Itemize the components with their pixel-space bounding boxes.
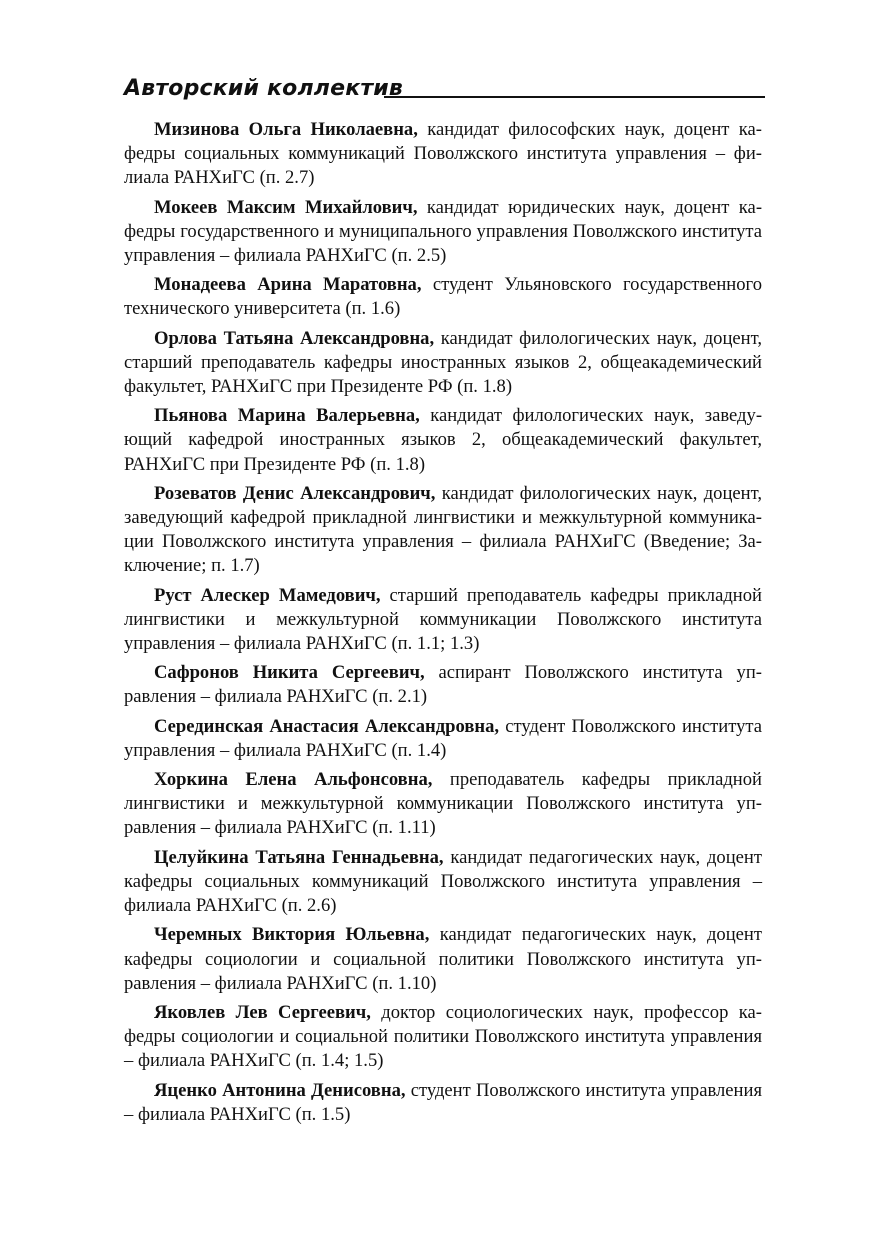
author-entry-khorkina — [124, 768, 762, 841]
author-name: Сафронов Никита Сергеевич, — [154, 662, 425, 684]
author-name: Хоркина Елена Альфонсовна, — [154, 769, 433, 791]
author-name: Руст Алескер Мамедович, — [154, 584, 381, 606]
author-name: Пьянова Марина Валерьевна, — [154, 405, 420, 427]
author-entry-rust — [124, 584, 762, 657]
author-description: преподаватель кафедры прикладной лингвистики и межкультурной коммуникации Поволжского института управления – филиала РАНХиГС (п. 1.11) — [124, 769, 762, 839]
author-description: кандидат юридических наук, доцент кафедры государственного и муниципального управления Поволжского института управления – филиала РАНХиГС (п. 2.5) — [124, 196, 763, 267]
author-name: Мокеев Максим Михайлович, — [154, 196, 418, 218]
author-entry-safronov — [124, 661, 762, 709]
author-entry-mizinova — [124, 118, 762, 191]
author-name: Мизинова Ольга Николаевна, — [154, 119, 418, 140]
author-description: кандидат философских наук, доцент кафедры социальных коммуникаций Поволжского института управления – филиала РАНХиГС (п. 2.7) — [124, 119, 762, 189]
author-name: Яценко Антонина Денисовна, — [154, 1079, 406, 1101]
author-description: кандидат филологических наук, заведующий кафедрой иностранных языков 2, общеакадемический факультет, РАНХиГС при Президенте РФ (п. 1.8) — [124, 405, 763, 475]
author-name: Черемных Виктория Юльевна, — [154, 924, 430, 946]
author-description: кандидат педагогических наук, доцент кафедры социальных коммуникаций Поволжского института управления – филиала РАНХиГС (п. 2.6) — [124, 846, 763, 917]
author-description: доктор социологических наук, профессор кафедры социологии и социальной политики Поволжского института управления – филиала РАНХиГС (п. 1.4; 1.5) — [124, 1001, 762, 1072]
author-name: Розеватов Денис Александрович, — [154, 482, 436, 504]
page-header — [124, 74, 765, 104]
author-description: кандидат филологических наук, доцент, заведующий кафедрой прикладной лингвистики и межкультурной коммуникации Поволжского института управления – филиала РАНХиГС (Введение; Заключение; п. 1.7) — [124, 482, 762, 577]
author-name: Монадеева Арина Маратовна, — [154, 274, 422, 296]
author-entry-yakovlev — [124, 1001, 762, 1074]
author-description: студент Поволжского института управления – филиала РАНХиГС (п. 1.4) — [124, 715, 762, 761]
page-title: Авторский коллектив — [124, 76, 404, 101]
author-entry-cheremnykh — [124, 923, 762, 996]
author-entry-rozevatov — [124, 482, 762, 579]
author-name: Орлова Татьяна Александровна, — [154, 327, 435, 349]
author-entry-yatsenko — [124, 1079, 762, 1127]
author-entry-monadeeva — [124, 273, 762, 321]
author-entry-pyanova — [124, 404, 762, 477]
author-description: старший преподаватель кафедры прикладной лингвистики и межкультурной коммуникации Поволжского института управления – филиала РАНХиГС (п. 1.1; 1.3) — [124, 584, 762, 655]
author-entry-seredinskaya — [124, 715, 762, 763]
author-name: Серединская Анастасия Александровна, — [154, 715, 500, 737]
header-rule — [384, 96, 765, 98]
author-entry-mokeev — [124, 196, 762, 269]
author-entry-orlova — [124, 327, 762, 400]
author-list — [124, 118, 762, 1132]
author-description: кандидат филологических наук, доцент, старший преподаватель кафедры иностранных языков 2, общеакадемический факультет, РАНХиГС при Президенте РФ (п. 1.8) — [124, 327, 762, 398]
author-name: Целуйкина Татьяна Геннадьевна, — [154, 846, 444, 868]
author-entry-tseluykina — [124, 846, 762, 919]
author-name: Яковлев Лев Сергеевич, — [154, 1001, 371, 1023]
author-description: кандидат педагогических наук, доцент кафедры социологии и социальной политики Поволжского института управления – филиала РАНХиГС (п. 1.10) — [124, 924, 762, 994]
author-description: студент Поволжского института управления – филиала РАНХиГС (п. 1.5) — [124, 1079, 762, 1125]
author-description: студент Ульяновского государственного технического университета (п. 1.6) — [124, 274, 762, 320]
author-description: аспирант Поволжского института управления – филиала РАНХиГС (п. 2.1) — [124, 662, 762, 708]
